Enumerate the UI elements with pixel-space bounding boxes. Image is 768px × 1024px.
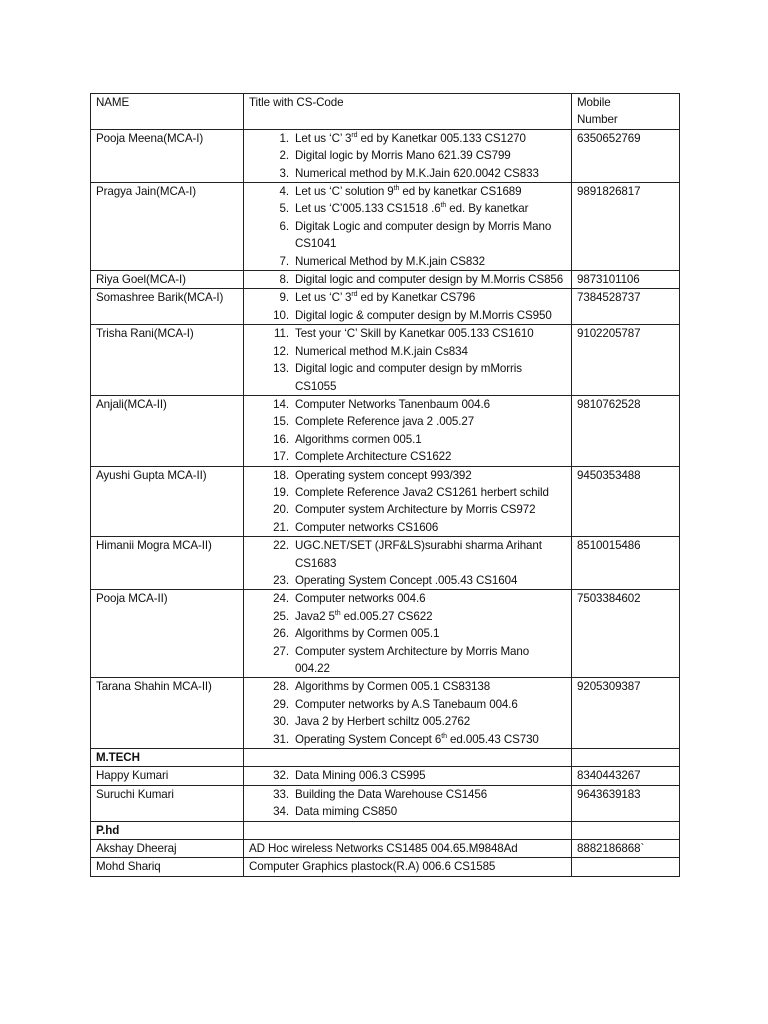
header-mobile-line2: Number bbox=[577, 113, 618, 127]
book-title: Data Mining 006.3 CS995 bbox=[295, 769, 426, 783]
mca-row bbox=[91, 678, 680, 749]
mobile-number: 8340443267 bbox=[572, 767, 680, 785]
empty-cell bbox=[572, 749, 680, 767]
book-number: 23. bbox=[273, 573, 289, 587]
book-list-cell bbox=[244, 395, 572, 466]
book-number: 3. bbox=[279, 166, 289, 180]
book-item bbox=[249, 307, 566, 324]
book-list-cell bbox=[244, 590, 572, 678]
book-number: 26. bbox=[273, 627, 289, 641]
book-title: Numerical Method by M.K.jain CS832 bbox=[295, 254, 485, 268]
book-number: 17. bbox=[273, 450, 289, 464]
student-name: Tarana Shahin MCA-II) bbox=[91, 678, 244, 749]
book-item bbox=[249, 271, 566, 288]
book-title: Java 2 by Herbert schiltz 005.2762 bbox=[295, 715, 471, 729]
student-name: Riya Goel(MCA-I) bbox=[91, 271, 244, 289]
mobile-number: 9450353488 bbox=[572, 466, 680, 537]
book-number: 2. bbox=[279, 149, 289, 163]
book-list bbox=[249, 289, 566, 324]
header-mobile-line1: Mobile bbox=[577, 96, 611, 109]
book-item bbox=[249, 537, 566, 572]
student-name: Ayushi Gupta MCA-II) bbox=[91, 466, 244, 537]
book-list-cell bbox=[244, 767, 572, 785]
book-list bbox=[249, 537, 566, 589]
book-number: 11. bbox=[274, 327, 289, 341]
book-title: Computer Networks Tanenbaum 004.6 bbox=[295, 397, 490, 411]
book-title: Digital logic & computer design by M.Morris CS950 bbox=[295, 308, 552, 322]
book-item bbox=[249, 713, 566, 730]
book-number: 33. bbox=[273, 787, 289, 801]
book-title: Complete Architecture CS1622 bbox=[295, 450, 452, 464]
book-item bbox=[249, 786, 566, 803]
book-item bbox=[249, 200, 566, 217]
mtech-section-label: M.TECH bbox=[91, 749, 244, 767]
book-item bbox=[249, 343, 566, 360]
book-number: 7. bbox=[279, 254, 289, 268]
book-title: Digital logic and computer design by M.Morris CS856 bbox=[295, 273, 564, 287]
book-number: 21. bbox=[273, 520, 289, 534]
book-list-cell bbox=[244, 271, 572, 289]
mobile-number: 9891826817 bbox=[572, 183, 680, 271]
book-title: Complete Reference java 2 .005.27 bbox=[295, 415, 475, 429]
mobile-number: 7384528737 bbox=[572, 289, 680, 325]
student-name: Pragya Jain(MCA-I) bbox=[91, 183, 244, 271]
book-title: Algorithms by Cormen 005.1 CS83138 bbox=[295, 680, 491, 694]
book-number: 13. bbox=[273, 362, 289, 376]
student-name: Happy Kumari bbox=[91, 767, 244, 785]
book-item bbox=[249, 678, 566, 695]
book-list-cell bbox=[244, 537, 572, 590]
student-name: Himanii Mogra MCA-II) bbox=[91, 537, 244, 590]
book-list bbox=[249, 678, 566, 748]
book-number: 19. bbox=[273, 485, 289, 499]
book-title: Computer networks by A.S Tanebaum 004.6 bbox=[295, 697, 518, 711]
mobile-number: 9643639183 bbox=[572, 785, 680, 821]
book-list bbox=[249, 467, 566, 537]
book-item bbox=[249, 130, 566, 147]
mca-row bbox=[91, 129, 680, 182]
book-list bbox=[249, 271, 566, 288]
book-title: Data miming CS850 bbox=[295, 805, 398, 819]
mobile-number: 6350652769 bbox=[572, 129, 680, 182]
book-list-cell bbox=[244, 183, 572, 271]
mtech-row bbox=[91, 785, 680, 821]
empty-cell bbox=[244, 821, 572, 839]
book-number: 8. bbox=[279, 273, 289, 287]
book-title: Algorithms cormen 005.1 bbox=[295, 432, 422, 446]
book-title: Operating System Concept .005.43 CS1604 bbox=[295, 573, 518, 587]
book-list-cell bbox=[244, 785, 572, 821]
mobile-number: 8510015486 bbox=[572, 537, 680, 590]
book-list bbox=[249, 396, 566, 466]
book-item bbox=[249, 413, 566, 430]
book-number: 12. bbox=[273, 344, 289, 358]
book-item bbox=[249, 360, 566, 395]
book-list bbox=[249, 590, 566, 677]
book-item bbox=[249, 731, 566, 748]
phd-row bbox=[91, 858, 680, 876]
book-item bbox=[249, 590, 566, 607]
book-title: Operating system concept 993/392 bbox=[295, 468, 472, 482]
student-name: Somashree Barik(MCA-I) bbox=[91, 289, 244, 325]
book-list bbox=[249, 183, 566, 270]
book-list-cell bbox=[244, 678, 572, 749]
book-list bbox=[249, 325, 566, 395]
mobile-number: 9810762528 bbox=[572, 395, 680, 466]
book-title: Building the Data Warehouse CS1456 bbox=[295, 787, 488, 801]
mca-row bbox=[91, 183, 680, 271]
book-item bbox=[249, 165, 566, 182]
book-list-cell bbox=[244, 466, 572, 537]
book-title: UGC.NET/SET (JRF&LS)surabhi sharma Arihant CS1683 bbox=[295, 539, 542, 570]
book-item bbox=[249, 696, 566, 713]
mca-row bbox=[91, 325, 680, 396]
mca-row bbox=[91, 590, 680, 678]
book-item bbox=[249, 572, 566, 589]
book-item bbox=[249, 183, 566, 200]
book-list bbox=[249, 786, 566, 821]
book-title: Complete Reference Java2 CS1261 herbert schild bbox=[295, 485, 549, 499]
book-number: 20. bbox=[273, 503, 289, 517]
book-title: Let us ‘C’ 3rd ed by Kanetkar CS796 bbox=[295, 291, 476, 305]
book-list bbox=[249, 130, 566, 182]
book-item bbox=[249, 218, 566, 253]
mca-row bbox=[91, 271, 680, 289]
book-number: 27. bbox=[273, 644, 289, 658]
phd-section bbox=[91, 821, 680, 839]
book-list-cell bbox=[244, 289, 572, 325]
book-item bbox=[249, 467, 566, 484]
book-title: Let us ‘C’005.133 CS1518 .6th ed. By kanetkar bbox=[295, 202, 529, 216]
phd-section-label: P.hd bbox=[91, 821, 244, 839]
book-item bbox=[249, 448, 566, 465]
book-number: 34. bbox=[273, 805, 289, 819]
book-item bbox=[249, 484, 566, 501]
mtech-section bbox=[91, 749, 680, 767]
book-number: 9. bbox=[279, 291, 289, 305]
mca-row bbox=[91, 289, 680, 325]
book-title: Computer Graphics plastock(R.A) 006.6 CS1585 bbox=[244, 858, 572, 876]
book-title: Computer networks 004.6 bbox=[295, 592, 426, 606]
book-list-cell bbox=[244, 129, 572, 182]
student-name: Trisha Rani(MCA-I) bbox=[91, 325, 244, 396]
book-number: 6. bbox=[279, 219, 289, 233]
book-item bbox=[249, 431, 566, 448]
book-item bbox=[249, 253, 566, 270]
book-number: 5. bbox=[279, 202, 289, 216]
book-title: Digitak Logic and computer design by Morris Mano CS1041 bbox=[295, 219, 552, 251]
book-item bbox=[249, 325, 566, 342]
book-title: Digital logic by Morris Mano 621.39 CS799 bbox=[295, 149, 511, 163]
book-item bbox=[249, 608, 566, 625]
student-name: Mohd Shariq bbox=[91, 858, 244, 876]
book-item bbox=[249, 767, 566, 784]
book-number: 30. bbox=[273, 715, 289, 729]
header-name: NAME bbox=[91, 94, 244, 130]
book-item bbox=[249, 519, 566, 536]
book-title: Java2 5th ed.005.27 CS622 bbox=[295, 609, 433, 623]
mobile-number: 9102205787 bbox=[572, 325, 680, 396]
student-name: Pooja MCA-II) bbox=[91, 590, 244, 678]
book-number: 31. bbox=[273, 732, 289, 746]
book-list-cell bbox=[244, 325, 572, 396]
book-number: 4. bbox=[279, 185, 289, 199]
book-item bbox=[249, 803, 566, 820]
header-title: Title with CS-Code bbox=[244, 94, 572, 130]
book-title: AD Hoc wireless Networks CS1485 004.65.M9848Ad bbox=[244, 840, 572, 858]
book-number: 18. bbox=[273, 468, 289, 482]
mobile-number: 7503384602 bbox=[572, 590, 680, 678]
empty-cell bbox=[572, 821, 680, 839]
book-item bbox=[249, 289, 566, 306]
book-number: 15. bbox=[273, 415, 289, 429]
book-title: Let us ‘C’ 3rd ed by Kanetkar 005.133 CS1270 bbox=[295, 131, 526, 145]
book-number: 28. bbox=[273, 680, 289, 694]
student-name: Anjali(MCA-II) bbox=[91, 395, 244, 466]
book-item bbox=[249, 501, 566, 518]
student-name: Pooja Meena(MCA-I) bbox=[91, 129, 244, 182]
book-list bbox=[249, 767, 566, 784]
mobile-number: 9873101106 bbox=[572, 271, 680, 289]
book-number: 29. bbox=[273, 697, 289, 711]
book-title: Numerical method M.K.jain Cs834 bbox=[295, 344, 468, 358]
book-title: Numerical method by M.K.Jain 620.0042 CS833 bbox=[295, 166, 539, 180]
mca-row bbox=[91, 466, 680, 537]
books-issued-table bbox=[90, 93, 680, 877]
student-name: Suruchi Kumari bbox=[91, 785, 244, 821]
mobile-number: 9205309387 bbox=[572, 678, 680, 749]
book-number: 25. bbox=[273, 609, 289, 623]
book-number: 22. bbox=[273, 539, 289, 553]
book-title: Algorithms by Cormen 005.1 bbox=[295, 627, 440, 641]
book-number: 24. bbox=[273, 592, 289, 606]
book-item bbox=[249, 625, 566, 642]
book-number: 16. bbox=[273, 432, 289, 446]
book-number: 10. bbox=[273, 308, 289, 322]
book-title: Let us ‘C’ solution 9th ed by kanetkar CS1689 bbox=[295, 185, 522, 199]
book-title: Computer system Architecture by Morris CS972 bbox=[295, 503, 536, 517]
mobile-number bbox=[572, 858, 680, 876]
book-title: Test your ‘C’ Skill by Kanetkar 005.133 CS1610 bbox=[295, 327, 534, 341]
empty-cell bbox=[244, 749, 572, 767]
book-item bbox=[249, 643, 566, 678]
book-item bbox=[249, 396, 566, 413]
header-mobile bbox=[572, 94, 680, 130]
book-title: Operating System Concept 6th ed.005.43 CS730 bbox=[295, 732, 539, 746]
student-name: Akshay Dheeraj bbox=[91, 840, 244, 858]
book-title: Computer networks CS1606 bbox=[295, 520, 439, 534]
mca-row bbox=[91, 537, 680, 590]
mca-row bbox=[91, 395, 680, 466]
book-item bbox=[249, 147, 566, 164]
book-number: 1. bbox=[279, 131, 289, 145]
header-row bbox=[91, 94, 680, 130]
book-title: Digital logic and computer design by mMorris CS1055 bbox=[295, 362, 522, 393]
mobile-number: 8882186868` bbox=[572, 840, 680, 858]
book-title: Computer system Architecture by Morris Mano 004.22 bbox=[295, 644, 530, 675]
phd-row bbox=[91, 840, 680, 858]
book-number: 32. bbox=[273, 769, 289, 783]
book-number: 14. bbox=[273, 397, 289, 411]
mtech-row bbox=[91, 767, 680, 785]
